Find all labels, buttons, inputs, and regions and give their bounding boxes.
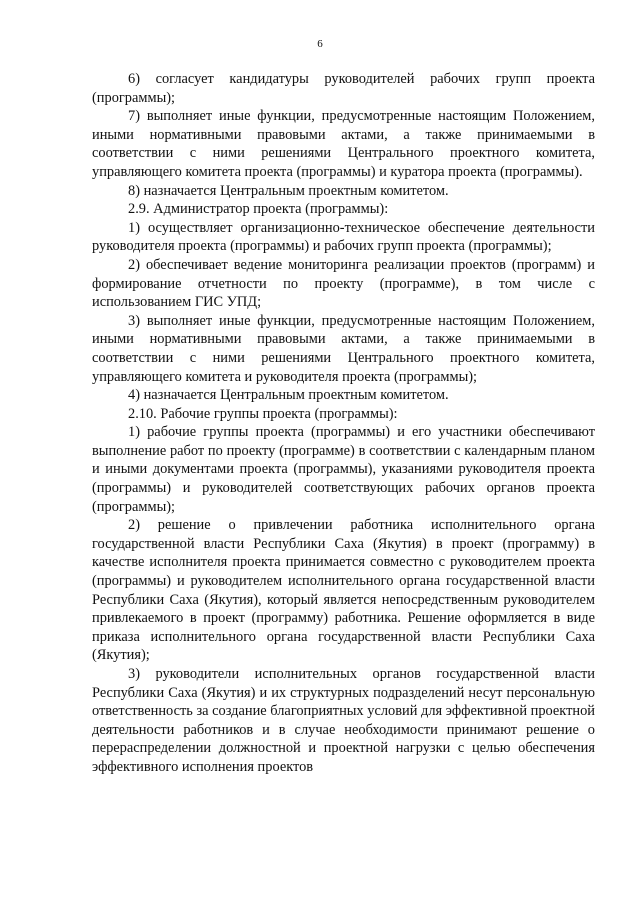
- document-body: [92, 70, 595, 777]
- paragraph: 3) выполняет иные функции, предусмотренные настоящим Положением, иными нормативными правовыми актами, а также принимаемыми в соответствии с ними решениями Центрального проектного комитета, управляющего комитета и руководителя проекта (программы);: [92, 312, 595, 385]
- paragraph: 1) рабочие группы проекта (программы) и его участники обеспечивают выполнение работ по проекту (программе) в соответствии с календарным планом и иными документами проекта (программы), указаниями руководителя проекта (программы) и руководителей соответствующих рабочих органов проекта (программы);: [92, 424, 595, 515]
- section-heading: 2.9. Администратор проекта (программы):: [128, 201, 389, 218]
- paragraph: 8) назначается Центральным проектным комитетом.: [128, 182, 449, 199]
- paragraph: 4) назначается Центральным проектным комитетом.: [128, 387, 449, 404]
- paragraph: 2) решение о привлечении работника исполнительного органа государственной власти Республики Саха (Якутия) в проект (программу) в качестве исполнителя проекта принимается совместно с руководителем проекта (программы) и руководителем исполнительного органа государственной власти Республики Саха (Якутия), который является непосредственным руководителем привлекаемого в проект (программу) работника. Решение оформляется в виде приказа исполнительного органа государственной власти Республики Саха (Якутия);: [92, 517, 595, 664]
- paragraph: 2) обеспечивает ведение мониторинга реализации проектов (программ) и формирование отчетности по проекту (программе), в том числе с использованием ГИС УПД;: [92, 256, 595, 311]
- page-number: 6: [317, 38, 323, 50]
- paragraph: 1) осуществляет организационно-техническое обеспечение деятельности руководителя проекта (программы) и рабочих групп проекта (программы);: [92, 219, 595, 255]
- paragraph: 7) выполняет иные функции, предусмотренные настоящим Положением, иными нормативными правовыми актами, а также принимаемыми в соответствии с ними решениями Центрального проектного комитета, управляющего комитета проекта (программы) и куратора проекта (программы).: [92, 108, 595, 180]
- paragraph: 6) согласует кандидатуры руководителей рабочих групп проекта (программы);: [92, 71, 595, 106]
- section-heading: 2.10. Рабочие группы проекта (программы):: [128, 405, 398, 422]
- paragraph: 3) руководители исполнительных органов государственной власти Республики Саха (Якутия) и их структурных подразделений несут персональную ответственность за создание благоприятных условий для эффективной проектной деятельности работников и в случае необходимости принимают решение о перераспределении должностной и проектной нагрузки с целью обеспечения эффективного исполнения проектов: [92, 666, 595, 775]
